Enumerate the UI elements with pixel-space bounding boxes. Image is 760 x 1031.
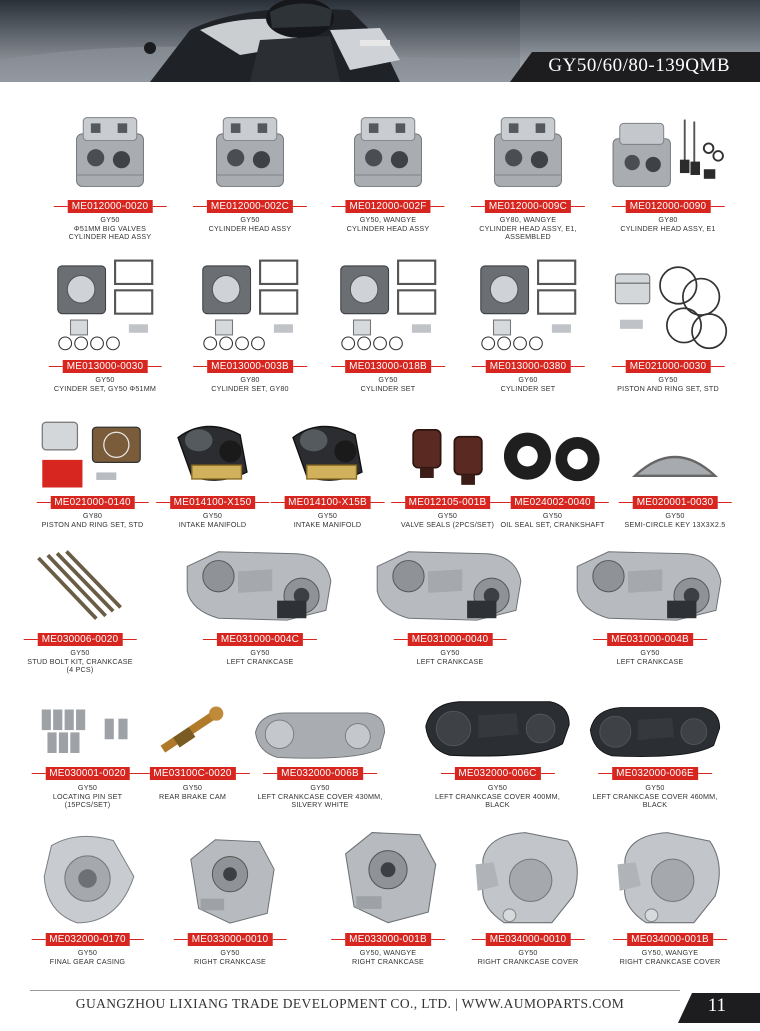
part-number: ME034000-0010 — [486, 933, 571, 946]
product-card — [598, 108, 738, 246]
product-card — [610, 408, 740, 542]
part-number: ME030001-0020 — [45, 767, 130, 780]
part-number: ME012000-002C — [207, 200, 293, 213]
piston-kit-icon — [30, 408, 155, 490]
part-number: ME013000-018B — [345, 360, 431, 373]
product-card — [170, 540, 350, 679]
cylinder-set-icon — [30, 248, 180, 354]
right-crankcase-icon — [175, 820, 285, 928]
part-description: GY50, WANGYE RIGHT CRANKCASE — [352, 948, 424, 966]
product-card — [155, 408, 270, 542]
part-description: GY50 LEFT CRANKCASE — [226, 648, 294, 666]
model-title: GY50/60/80-139QMB — [548, 55, 730, 76]
product-card — [30, 690, 145, 814]
product-card — [318, 248, 458, 406]
part-number: ME021000-0140 — [50, 496, 135, 509]
product-card — [318, 820, 458, 979]
left-crankcase-icon — [360, 540, 540, 628]
product-card — [40, 108, 180, 246]
oil-seal-icon — [495, 408, 610, 490]
footer-divider — [30, 990, 680, 991]
part-description: GY80 CYLINDER SET, GY80 — [211, 375, 289, 393]
part-number: ME032000-0170 — [45, 933, 130, 946]
part-description: GY50 LEFT CRANKCASE COVER 460MM, BLACK — [592, 783, 718, 810]
part-number: ME031000-004B — [607, 633, 693, 646]
part-number: ME012000-0090 — [626, 200, 711, 213]
product-card — [598, 248, 738, 406]
left-crankcase-icon — [560, 540, 740, 628]
valve-seal-icon — [390, 408, 505, 490]
crankcase-cover-black-icon — [415, 690, 580, 761]
intake-manifold-icon — [155, 408, 270, 490]
product-card — [458, 820, 598, 979]
left-crankcase-icon — [170, 540, 350, 628]
product-card — [180, 108, 320, 246]
page-number: 11 — [707, 995, 726, 1016]
part-description: GY50 SEMI-CIRCLE KEY 13X3X2.5 — [624, 511, 726, 529]
part-number: ME013000-003B — [207, 360, 293, 373]
part-number: ME014100-X150 — [170, 496, 256, 509]
product-card — [175, 820, 285, 979]
locating-pin-icon — [30, 690, 145, 761]
intake-manifold-icon — [270, 408, 385, 490]
part-description: GY50 LEFT CRANKCASE COVER 430MM, SILVERY WHITE — [257, 783, 383, 810]
part-number: ME020001-0030 — [633, 496, 718, 509]
product-card — [360, 540, 540, 679]
part-description: GY50 OIL SEAL SET, CRANKSHAFT — [500, 511, 605, 529]
cylinder-set-icon — [318, 248, 458, 354]
brake-cam-icon — [145, 690, 240, 761]
part-number: ME033000-001B — [345, 933, 431, 946]
part-description: GY50, WANGYE CYLINDER HEAD ASSY — [346, 215, 430, 233]
crankcase-cover-black-icon — [580, 690, 730, 761]
company-info: GUANGZHOU LIXIANG TRADE DEVELOPMENT CO., LTD. | WWW.AUMOPARTS.COM — [75, 996, 625, 1011]
part-number: ME030006-0020 — [38, 633, 123, 646]
right-crankcase-icon — [318, 820, 458, 928]
part-description: GY50 CYINDER SET, GY50 Φ51MM — [53, 375, 157, 393]
part-description: GY50 CYLINDER SET — [360, 375, 416, 393]
cylinder-set-icon — [180, 248, 320, 354]
cylinder-head-icon — [458, 108, 598, 196]
right-crankcase-cover-icon — [458, 820, 598, 928]
product-card — [390, 408, 505, 542]
product-card — [270, 408, 385, 542]
part-description: GY50 LEFT CRANKCASE — [616, 648, 684, 666]
part-description: GY50 PISTON AND RING SET, STD — [617, 375, 719, 393]
part-description: GY50 LOCATING PIN SET (15PCS/SET) — [52, 783, 123, 810]
product-card — [318, 108, 458, 246]
part-description: GY50 RIGHT CRANKCASE — [194, 948, 266, 966]
cylinder-set-icon — [458, 248, 598, 354]
part-number: ME032000-006B — [277, 767, 363, 780]
right-crankcase-cover-icon — [600, 820, 740, 928]
product-card — [560, 540, 740, 679]
part-description: GY80 CYLINDER HEAD ASSY, E1 — [620, 215, 716, 233]
product-card — [245, 690, 395, 814]
part-description: GY50 LEFT CRANKCASE COVER 400MM, BLACK — [434, 783, 561, 810]
product-card — [580, 690, 730, 814]
part-number: ME013000-0030 — [63, 360, 148, 373]
product-card — [495, 408, 610, 542]
part-description: GY50 REAR BRAKE CAM — [158, 783, 227, 801]
product-card — [30, 248, 180, 406]
part-description: GY50 RIGHT CRANKCASE COVER — [477, 948, 579, 966]
part-description: GY50 VALVE SEALS (2PCS/SET) — [400, 511, 495, 529]
part-description: GY50, WANGYE RIGHT CRANKCASE COVER — [619, 948, 721, 966]
part-number: ME012000-002F — [345, 200, 430, 213]
final-gear-casing-icon — [30, 820, 145, 928]
product-card — [30, 820, 145, 979]
part-number: ME031000-004C — [217, 633, 303, 646]
product-card — [415, 690, 580, 814]
cylinder-head-icon — [318, 108, 458, 196]
product-card — [600, 820, 740, 979]
part-description: GY50 LEFT CRANKCASE — [416, 648, 484, 666]
product-card — [145, 690, 240, 814]
part-description: GY50 Φ51MM BIG VALVES CYLINDER HEAD ASSY — [68, 215, 152, 242]
part-number: ME034000-001B — [627, 933, 713, 946]
part-description: GY50 CYLINDER HEAD ASSY — [208, 215, 292, 233]
part-number: ME024002-0040 — [510, 496, 595, 509]
product-card — [458, 108, 598, 246]
part-number: ME012105-001B — [405, 496, 491, 509]
part-description: GY50 INTAKE MANIFOLD — [293, 511, 362, 529]
piston-rings-icon — [598, 248, 738, 354]
part-number: ME012000-009C — [485, 200, 571, 213]
part-description: GY60 CYLINDER SET — [500, 375, 556, 393]
semi-circle-key-icon — [610, 408, 740, 490]
part-description: GY80 PISTON AND RING SET, STD — [41, 511, 144, 529]
part-number: ME03100C-0020 — [149, 767, 235, 780]
stud-bolt-icon — [25, 540, 135, 628]
product-card — [180, 248, 320, 406]
cylinder-head-icon — [40, 108, 180, 196]
part-number: ME032000-006E — [612, 767, 698, 780]
part-number: ME033000-0010 — [188, 933, 273, 946]
part-number: ME032000-006C — [454, 767, 540, 780]
cylinder-head-kit-icon — [598, 108, 738, 196]
part-number: ME013000-0380 — [486, 360, 571, 373]
product-card — [30, 408, 155, 542]
part-number: ME031000-0040 — [408, 633, 493, 646]
part-description: GY50 FINAL GEAR CASING — [49, 948, 126, 966]
crankcase-cover-silver-icon — [245, 690, 395, 761]
part-number: ME014100-X15B — [284, 496, 371, 509]
part-number: ME012000-0020 — [68, 200, 153, 213]
product-card — [458, 248, 598, 406]
part-description: GY80, WANGYE CYLINDER HEAD ASSY, E1, ASSEMBLED — [479, 215, 577, 242]
product-card — [25, 540, 135, 679]
part-number: ME021000-0030 — [626, 360, 711, 373]
part-description: GY50 STUD BOLT KIT, CRANKCASE (4 PCS) — [27, 648, 133, 675]
cylinder-head-icon — [180, 108, 320, 196]
part-description: GY50 INTAKE MANIFOLD — [178, 511, 247, 529]
